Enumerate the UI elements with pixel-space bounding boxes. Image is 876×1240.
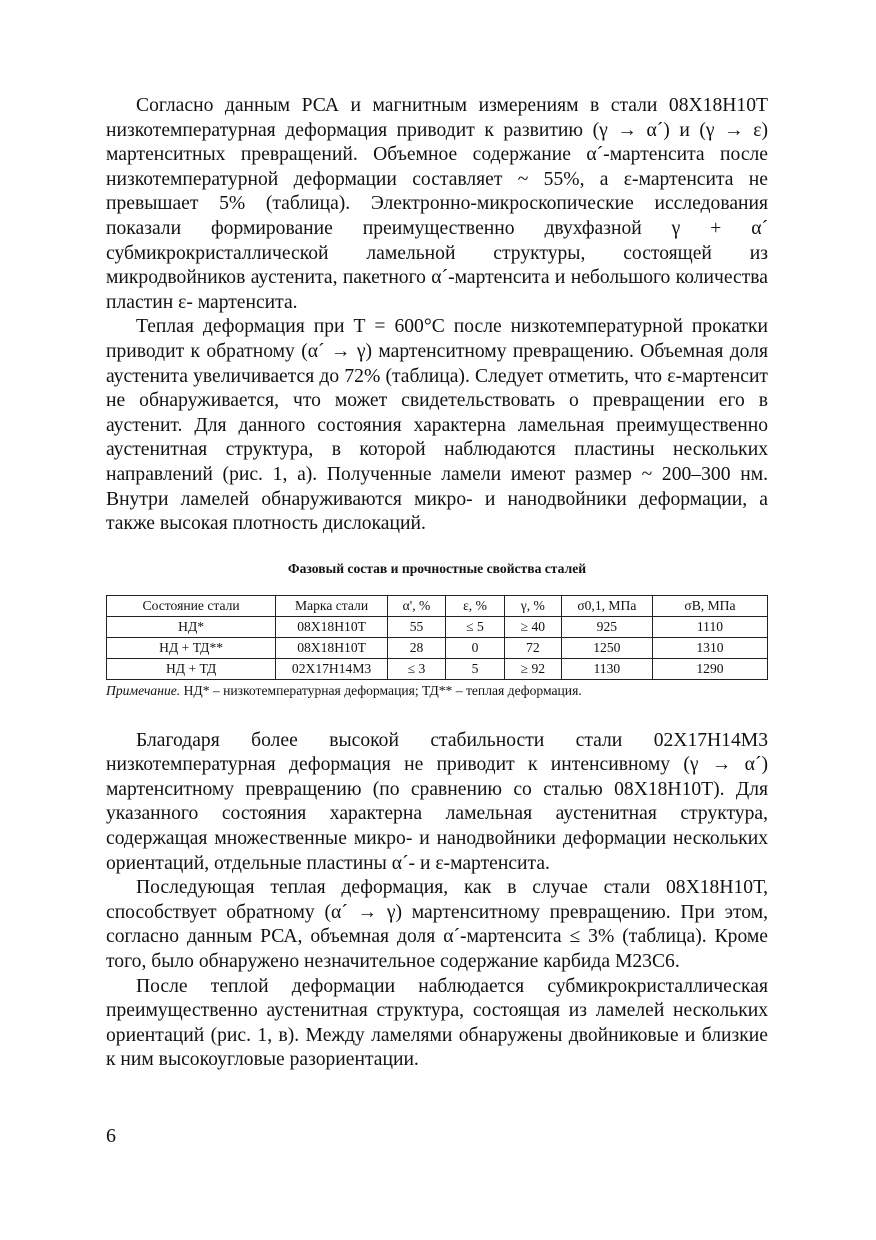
table-cell: НД + ТД <box>107 658 276 679</box>
table-note-label: Примечание. <box>106 682 181 698</box>
table-cell: НД* <box>107 616 276 637</box>
table-cell: 72 <box>504 637 561 658</box>
table-header-cell: σ0,1, МПа <box>561 595 652 616</box>
table-cell: ≤ 5 <box>446 616 505 637</box>
table-header-cell: σВ, МПа <box>652 595 767 616</box>
table-row <box>107 658 768 679</box>
table-cell: 925 <box>561 616 652 637</box>
table-cell: ≥ 40 <box>504 616 561 637</box>
table-cell: 02Х17Н14М3 <box>276 658 388 679</box>
table-row <box>107 616 768 637</box>
table-row <box>107 637 768 658</box>
table-note-text: НД* – низкотемпературная деформация; ТД** – теплая деформация. <box>180 682 582 698</box>
section-gap <box>106 699 768 729</box>
table-title: Фазовый состав и прочностные свойства сталей <box>287 560 587 576</box>
phase-properties-table <box>106 595 768 680</box>
table-cell: 1250 <box>561 637 652 658</box>
table-cell: 1130 <box>561 658 652 679</box>
paragraph-warm-deformation: Теплая деформация при Т = 600°С после низкотемпературной прокатки приводит к обратному (α´ → γ) мартенситному превращению. Объемная доля аустенита увеличивается до 72% (таблица). Следует отметить, что ε-мартенсит не обнаруживается, что может свидетельствовать о превращении его в аустенит. Для данного состояния характерна ламельная преимущественно аустенитная структура, в которой наблюдаются пластины нескольких направлений (рис. 1, а). Полученные ламели имеют размер ~ 200–300 нм. Внутри ламелей обнаруживаются микро- и нанодвойники деформации, а также высокая плотность дислокаций. <box>106 316 768 535</box>
table-cell: ≥ 92 <box>504 658 561 679</box>
table-cell: НД + ТД** <box>107 637 276 658</box>
table-cell: 5 <box>446 658 505 679</box>
table-header-cell: ε, % <box>446 595 505 616</box>
table-header-cell: γ, % <box>504 595 561 616</box>
page-number: 6 <box>106 1125 116 1147</box>
table-header-cell: Марка стали <box>276 595 388 616</box>
page-content <box>106 94 768 1073</box>
table-header-cell: Состояние стали <box>107 595 276 616</box>
table-cell: ≤ 3 <box>387 658 445 679</box>
paragraph-reverse-transformation: Последующая теплая деформация, как в случае стали 08Х18Н10Т, способствует обратному (α´ → γ) мартенситному превращению. При этом, согласно данным РСА, объемная доля α´-мартенсита ≤ 3% (таблица). Кроме того, было обнаружено незначительное содержание карбида M23C6. <box>106 877 768 973</box>
paragraph-phase-analysis: Согласно данным РСА и магнитным измерениям в стали 08Х18Н10Т низкотемпературная деформация приводит к развитию (γ → α´) и (γ → ε) мартенситных превращений. Объемное содержание α´-мартенсита после низкотемпературной деформации составляет ~ 55%, а ε-мартенсита не превышает 5% (таблица). Электронно-микроскопические исследования показали формирование преимущественно двухфазной γ + α´ субмикрокристаллической ламельной структуры, состоящей из микродвойников аустенита, пакетного α´-мартенсита и небольшого количества пластин ε- мартенсита. <box>106 95 768 313</box>
table-cell: 28 <box>387 637 445 658</box>
table-cell: 08Х18Н10Т <box>276 637 388 658</box>
paragraph-submicrocrystalline: После теплой деформации наблюдается субмикрокристаллическая преимущественно аустенитная структура, состоящая из ламелей нескольких ориентаций (рис. 1, в). Между ламелями обнаружены двойниковые и близкие к ним высокоугловые разориентации. <box>106 975 768 1071</box>
table-cell: 0 <box>446 637 505 658</box>
table-note <box>106 682 768 699</box>
table-cell: 1310 <box>652 637 767 658</box>
paragraph-stability: Благодаря более высокой стабильности стали 02Х17Н14М3 низкотемпературная деформация не приводит к интенсивному (γ → α´) мартенситному превращению (по сравнению со сталью 08Х18Н10Т). Для указанного состояния характерна ламельная аустенитная структура, содержащая множественные микро- и нанодвойники деформации нескольких ориентаций, отдельные пластины α´- и ε-мартенсита. <box>106 729 768 874</box>
table-cell: 08Х18Н10Т <box>276 616 388 637</box>
table-cell: 55 <box>387 616 445 637</box>
table-header-row <box>107 595 768 616</box>
table-cell: 1290 <box>652 658 767 679</box>
table-header-cell: α', % <box>387 595 445 616</box>
table-cell: 1110 <box>652 616 767 637</box>
